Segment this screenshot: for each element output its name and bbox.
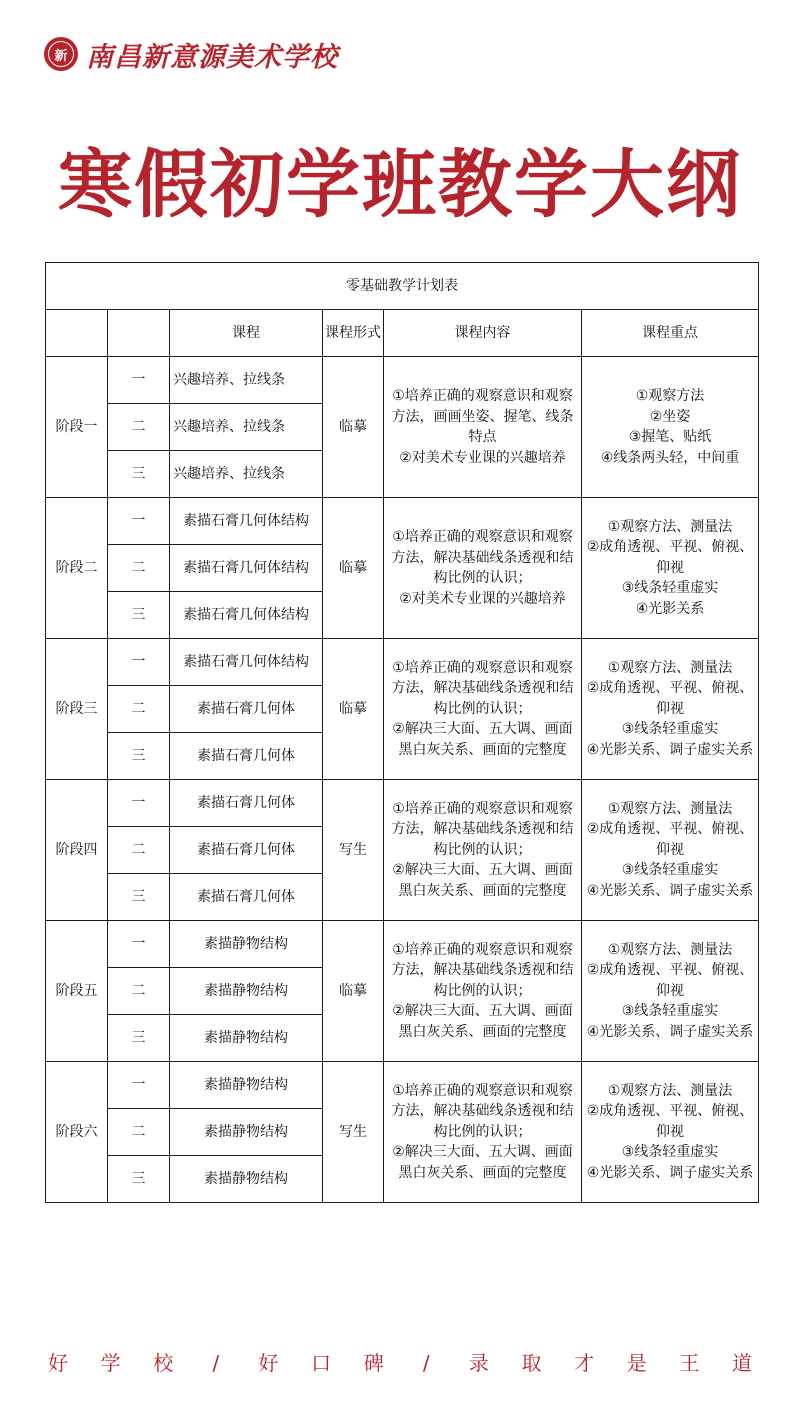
teaching-plan-table	[45, 262, 759, 1203]
lesson-number: 一	[108, 780, 170, 827]
key-point: ④光影关系	[635, 600, 705, 617]
lesson-course: 素描石膏几何体	[170, 780, 323, 827]
stage-name: 阶段三	[46, 639, 108, 780]
slogan-char: 校	[153, 1351, 174, 1375]
content-line: ①培养正确的观察意识和观察方法，解决基础线条透视和结构比例的认识；	[391, 800, 574, 858]
stage-name: 阶段六	[46, 1062, 108, 1203]
slogan-char: /	[422, 1351, 430, 1375]
stage-key-points	[582, 1062, 759, 1203]
lesson-course: 素描石膏几何体	[170, 827, 323, 874]
stage-content	[384, 357, 582, 498]
slogan-char: 道	[732, 1351, 752, 1375]
header-course: 课程	[170, 310, 323, 357]
key-point: ②成角透视、平视、俯视、仰视	[586, 680, 754, 717]
lesson-number: 三	[108, 451, 170, 498]
lesson-course: 素描石膏几何体	[170, 686, 323, 733]
stage-content	[384, 921, 582, 1062]
lesson-number: 一	[108, 921, 170, 968]
key-point: ④光影关系、调子虚实关系	[586, 1164, 754, 1181]
stage-key-points	[582, 921, 759, 1062]
content-line: ②解决三大面、五大调、画面黑白灰关系、画面的完整度	[392, 862, 573, 899]
stage-key-points	[582, 357, 759, 498]
lesson-course: 素描石膏几何体结构	[170, 592, 323, 639]
stage-name: 阶段一	[46, 357, 108, 498]
stage-content	[384, 780, 582, 921]
table-title: 零基础教学计划表	[46, 263, 759, 310]
slogan-char: 碑	[363, 1351, 384, 1375]
lesson-course: 兴趣培养、拉线条	[170, 451, 323, 498]
slogan-char: 口	[311, 1351, 332, 1375]
content-line: ②对美术专业课的兴趣培养	[399, 590, 566, 607]
lesson-number: 二	[108, 404, 170, 451]
content-line: ②解决三大面、五大调、画面黑白灰关系、画面的完整度	[392, 1003, 573, 1040]
lesson-number: 二	[108, 968, 170, 1015]
key-point: ③握笔、贴纸	[628, 429, 712, 445]
table-row	[46, 780, 759, 827]
header-num-cell	[108, 310, 170, 357]
key-point: ④光影关系、调子虚实关系	[586, 1023, 754, 1040]
table-row	[46, 639, 759, 686]
lesson-course: 兴趣培养、拉线条	[170, 357, 323, 404]
key-point: ②坐姿	[649, 408, 691, 425]
page-title: 寒假初学班教学大纲	[58, 142, 742, 228]
content-line: ①培养正确的观察意识和观察方法，解决基础线条透视和结构比例的认识；	[391, 941, 574, 999]
lesson-course: 素描静物结构	[170, 1109, 323, 1156]
school-name: 南昌新意源美术学校	[86, 41, 338, 73]
stage-form: 临摹	[323, 357, 384, 498]
lesson-number: 二	[108, 545, 170, 592]
key-point: ①观察方法、测量法	[607, 800, 733, 817]
stage-key-points	[582, 639, 759, 780]
stage-key-points	[582, 780, 759, 921]
lesson-course: 素描石膏几何体结构	[170, 545, 323, 592]
key-point: ②成角透视、平视、俯视、仰视	[586, 962, 754, 999]
lesson-number: 三	[108, 1156, 170, 1203]
table-title-row	[46, 263, 759, 310]
slogan-char: 取	[521, 1351, 542, 1375]
lesson-number: 三	[108, 874, 170, 921]
key-point: ②成角透视、平视、俯视、仰视	[586, 539, 754, 576]
key-point: ①观察方法	[635, 388, 705, 404]
lesson-number: 一	[108, 1062, 170, 1109]
content-line: ②解决三大面、五大调、画面黑白灰关系、画面的完整度	[392, 1144, 573, 1181]
lesson-number: 二	[108, 1109, 170, 1156]
slogan-char: 好	[48, 1351, 68, 1375]
content-line: ①培养正确的观察意识和观察方法，解决基础线条透视和结构比例的认识；	[391, 659, 574, 717]
lesson-number: 二	[108, 686, 170, 733]
header-key: 课程重点	[582, 310, 759, 357]
table-row	[46, 921, 759, 968]
stage-form: 临摹	[323, 639, 384, 780]
key-point: ③线条轻重虚实	[621, 721, 719, 738]
stage-content	[384, 639, 582, 780]
key-point: ③线条轻重虚实	[621, 862, 719, 879]
lesson-number: 三	[108, 1015, 170, 1062]
lesson-course: 兴趣培养、拉线条	[170, 404, 323, 451]
slogan-char: 王	[679, 1351, 700, 1375]
stage-form: 临摹	[323, 921, 384, 1062]
lesson-number: 一	[108, 498, 170, 545]
table-header-row	[46, 310, 759, 357]
lesson-course: 素描石膏几何体结构	[170, 498, 323, 545]
key-point: ④光影关系、调子虚实关系	[586, 882, 754, 899]
stage-form: 临摹	[323, 498, 384, 639]
lesson-number: 三	[108, 733, 170, 780]
lesson-course: 素描石膏几何体	[170, 874, 323, 921]
content-line: ①培养正确的观察意识和观察方法，画画坐姿、握笔、线条特点	[391, 388, 574, 445]
slogan-char: 才	[574, 1351, 595, 1375]
lesson-number: 一	[108, 357, 170, 404]
key-point: ①观察方法、测量法	[607, 518, 733, 535]
slogan-char: 是	[626, 1351, 647, 1375]
lesson-course: 素描石膏几何体	[170, 733, 323, 780]
key-point: ③线条轻重虚实	[621, 1003, 719, 1020]
school-seal-icon	[44, 37, 78, 71]
slogan-char: 学	[100, 1351, 121, 1375]
key-point: ③线条轻重虚实	[621, 1144, 719, 1161]
table-row	[46, 357, 759, 404]
slogan-char: /	[212, 1351, 220, 1375]
slogan-char: 录	[468, 1351, 489, 1375]
slogan	[0, 1350, 800, 1376]
lesson-course: 素描静物结构	[170, 1015, 323, 1062]
stage-content	[384, 498, 582, 639]
stage-form: 写生	[323, 1062, 384, 1203]
school-logo	[44, 34, 338, 74]
content-line: ②解决三大面、五大调、画面黑白灰关系、画面的完整度	[392, 721, 573, 758]
header-form: 课程形式	[323, 310, 384, 357]
key-point: ③线条轻重虚实	[621, 580, 719, 597]
stage-name: 阶段二	[46, 498, 108, 639]
lesson-course: 素描静物结构	[170, 968, 323, 1015]
stage-form: 写生	[323, 780, 384, 921]
key-point: ④线条两头轻，中间重	[600, 449, 740, 466]
content-line: ①培养正确的观察意识和观察方法，解决基础线条透视和结构比例的认识；	[391, 529, 574, 586]
slogan-char: 好	[258, 1351, 279, 1375]
stage-name: 阶段四	[46, 780, 108, 921]
lesson-course: 素描静物结构	[170, 921, 323, 968]
content-line: ①培养正确的观察意识和观察方法，解决基础线条透视和结构比例的认识；	[391, 1082, 574, 1140]
header-content: 课程内容	[384, 310, 582, 357]
table-row	[46, 498, 759, 545]
lesson-course: 素描石膏几何体结构	[170, 639, 323, 686]
key-point: ④光影关系、调子虚实关系	[586, 741, 754, 758]
header-stage-cell	[46, 310, 108, 357]
key-point: ①观察方法、测量法	[607, 1082, 733, 1099]
key-point: ①观察方法、测量法	[607, 659, 733, 676]
stage-name: 阶段五	[46, 921, 108, 1062]
lesson-number: 一	[108, 639, 170, 686]
key-point: ②成角透视、平视、俯视、仰视	[586, 821, 754, 858]
lesson-course: 素描静物结构	[170, 1156, 323, 1203]
stage-key-points	[582, 498, 759, 639]
lesson-course: 素描静物结构	[170, 1062, 323, 1109]
table-row	[46, 1062, 759, 1109]
stage-content	[384, 1062, 582, 1203]
content-line: ②对美术专业课的兴趣培养	[399, 449, 566, 466]
key-point: ①观察方法、测量法	[607, 941, 733, 958]
lesson-number: 二	[108, 827, 170, 874]
key-point: ②成角透视、平视、俯视、仰视	[586, 1103, 754, 1140]
lesson-number: 三	[108, 592, 170, 639]
school-seal-glyph: 新	[54, 48, 68, 64]
